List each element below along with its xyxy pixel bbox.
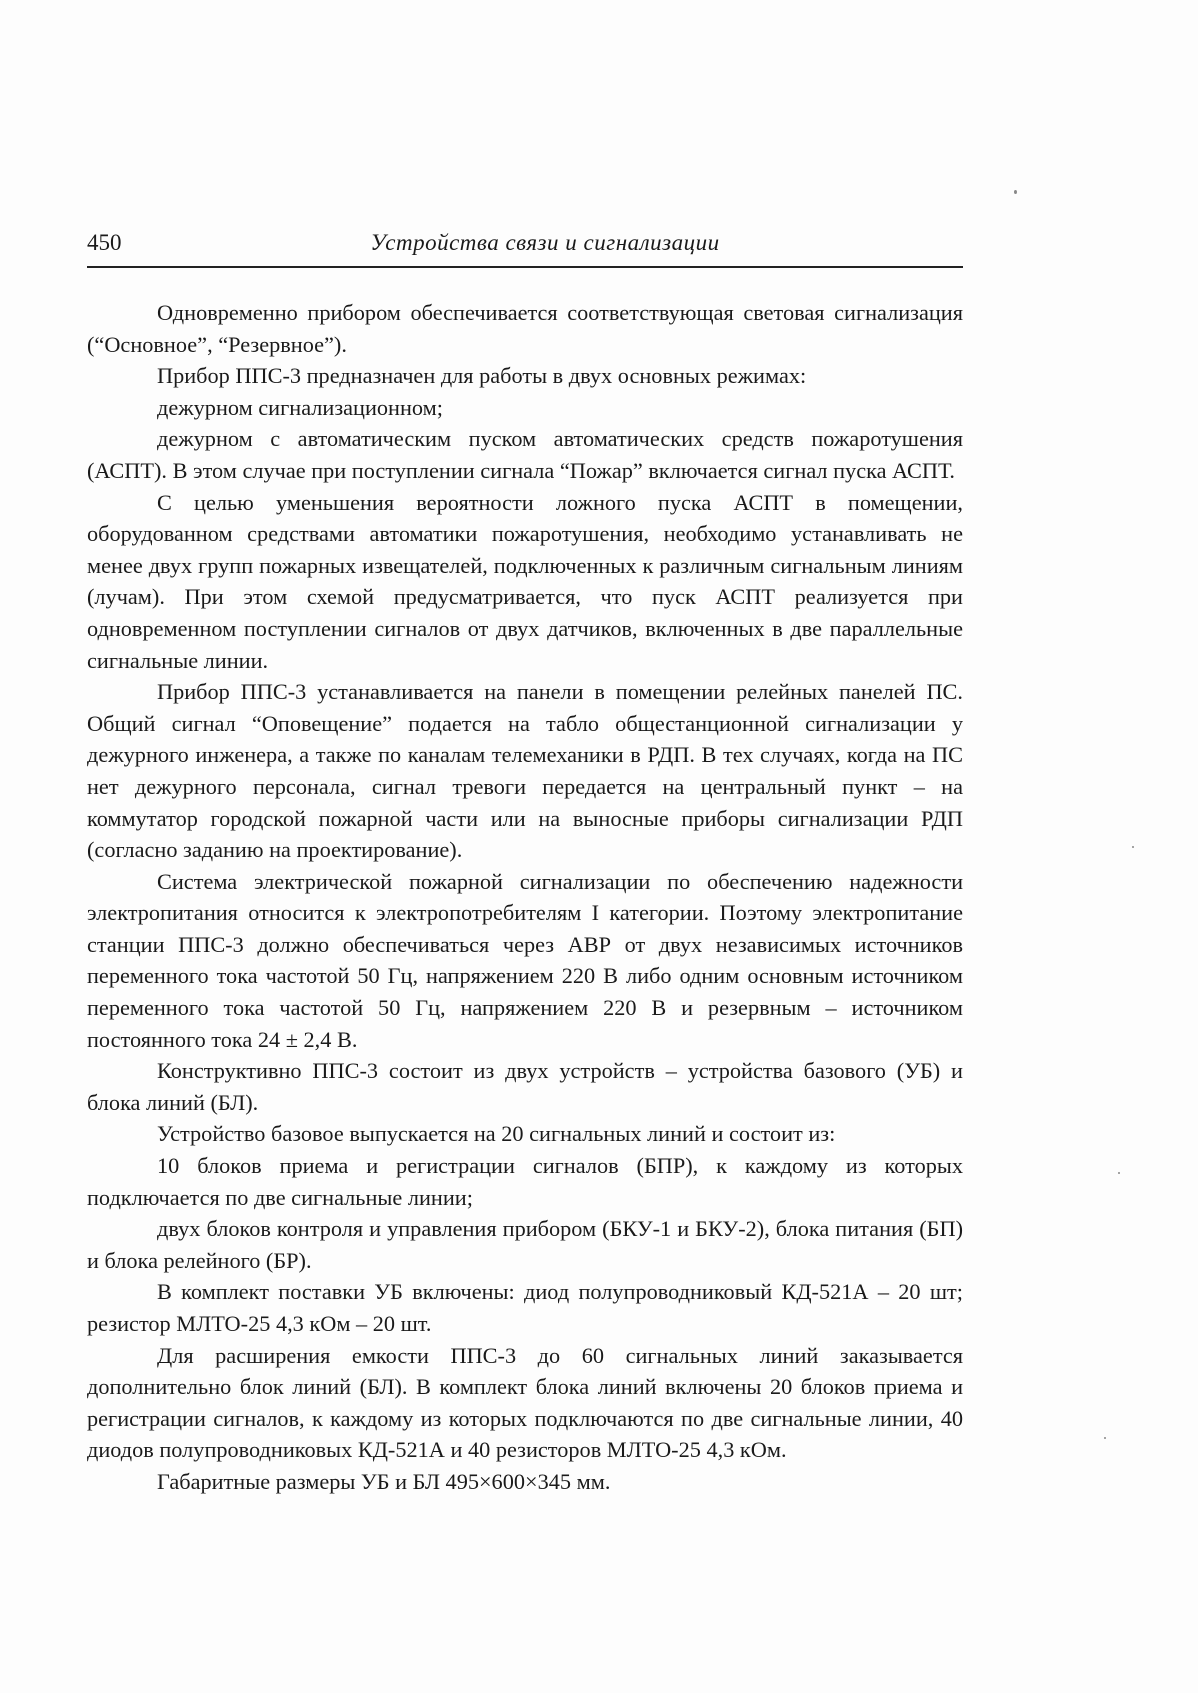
paragraph: Устройство базовое выпускается на 20 сигнальных линий и состоит из: (157, 1121, 836, 1147)
paragraph: двух блоков контроля и управления прибором (БКУ-1 и БКУ-2), блока питания (БП) и блока релейного (БР). (87, 1216, 963, 1273)
paragraph: Прибор ППС-3 устанавливается на панели в помещении релейных панелей ПС. Общий сигнал “Оповещение” подается на табло общестанционной сигнализации у дежурного инженера, а также по каналам телемеханики в РДП. В тех случаях, когда на ПС нет дежурного персонала, сигнал тревоги передается на центральный пункт – на коммутатор городской пожарной части или на выносные приборы сигнализации РДП (согласно заданию на проектирование). (87, 679, 963, 863)
paragraph: дежурном сигнализационном; (157, 394, 443, 420)
paragraph: В комплект поставки УБ включены: диод полупроводниковый КД-521А – 20 шт; резистор МЛТО-25 4,3 кОм – 20 шт. (87, 1279, 963, 1336)
paragraph: Габаритные размеры УБ и БЛ 495×600×345 мм. (157, 1468, 611, 1494)
paragraph: дежурном с автоматическим пуском автоматических средств пожаротушения (АСПТ). В этом случае при поступлении сигнала “Пожар” включается сигнал пуска АСПТ. (87, 426, 963, 483)
page-header (87, 226, 963, 268)
paragraph: Система электрической пожарной сигнализации по обеспечению надежности электропитания относится к электропотребителям I категории. Поэтому электропитание станции ППС-3 должно обеспечиваться через АВР от двух независимых источников переменного тока частотой 50 Гц, напряжением 220 В либо одним основным источником переменного тока частотой 50 Гц, напряжением 220 В и резервным – источником постоянного тока 24 ± 2,4 В. (87, 868, 963, 1052)
scan-speck (1132, 846, 1134, 848)
scan-speck (1118, 1172, 1120, 1174)
paragraph: 10 блоков приема и регистрации сигналов (БПР), к каждому из которых подключается по две сигнальные линии; (87, 1153, 963, 1210)
paragraph: Конструктивно ППС-3 состоит из двух устройств – устройства базового (УБ) и блока линий (БЛ). (87, 1058, 963, 1115)
page-number: 450 (87, 230, 122, 255)
body-text (87, 297, 963, 1498)
paragraph: Для расширения емкости ППС-3 до 60 сигнальных линий заказывается дополнительно блок линий (БЛ). В комплект блока линий включены 20 блоков приема и регистрации сигналов, к каждому из которых подключаются по две сигнальные линии, 40 диодов полупроводниковых КД-521А и 40 резисторов МЛТО-25 4,3 кОм. (87, 1342, 963, 1463)
paragraph: Прибор ППС-3 предназначен для работы в двух основных режимах: (157, 363, 807, 389)
paragraph: Одновременно прибором обеспечивается соответствующая световая сигнализация (“Основное”, “Резервное”). (87, 300, 963, 357)
scan-speck (1104, 1437, 1106, 1439)
paragraph: С целью уменьшения вероятности ложного пуска АСПТ в помещении, оборудованном средствами автоматики пожаротушения, необходимо устанавливать не менее двух групп пожарных извещателей, подключенных к различным сигнальным линиям (лучам). При этом схемой предусматривается, что пуск АСПТ реализуется при одновременном поступлении сигналов от двух датчиков, включенных в две параллельные сигнальные линии. (87, 489, 963, 673)
scan-speck (1014, 190, 1017, 194)
running-title: Устройства связи и сигнализации (370, 230, 720, 255)
